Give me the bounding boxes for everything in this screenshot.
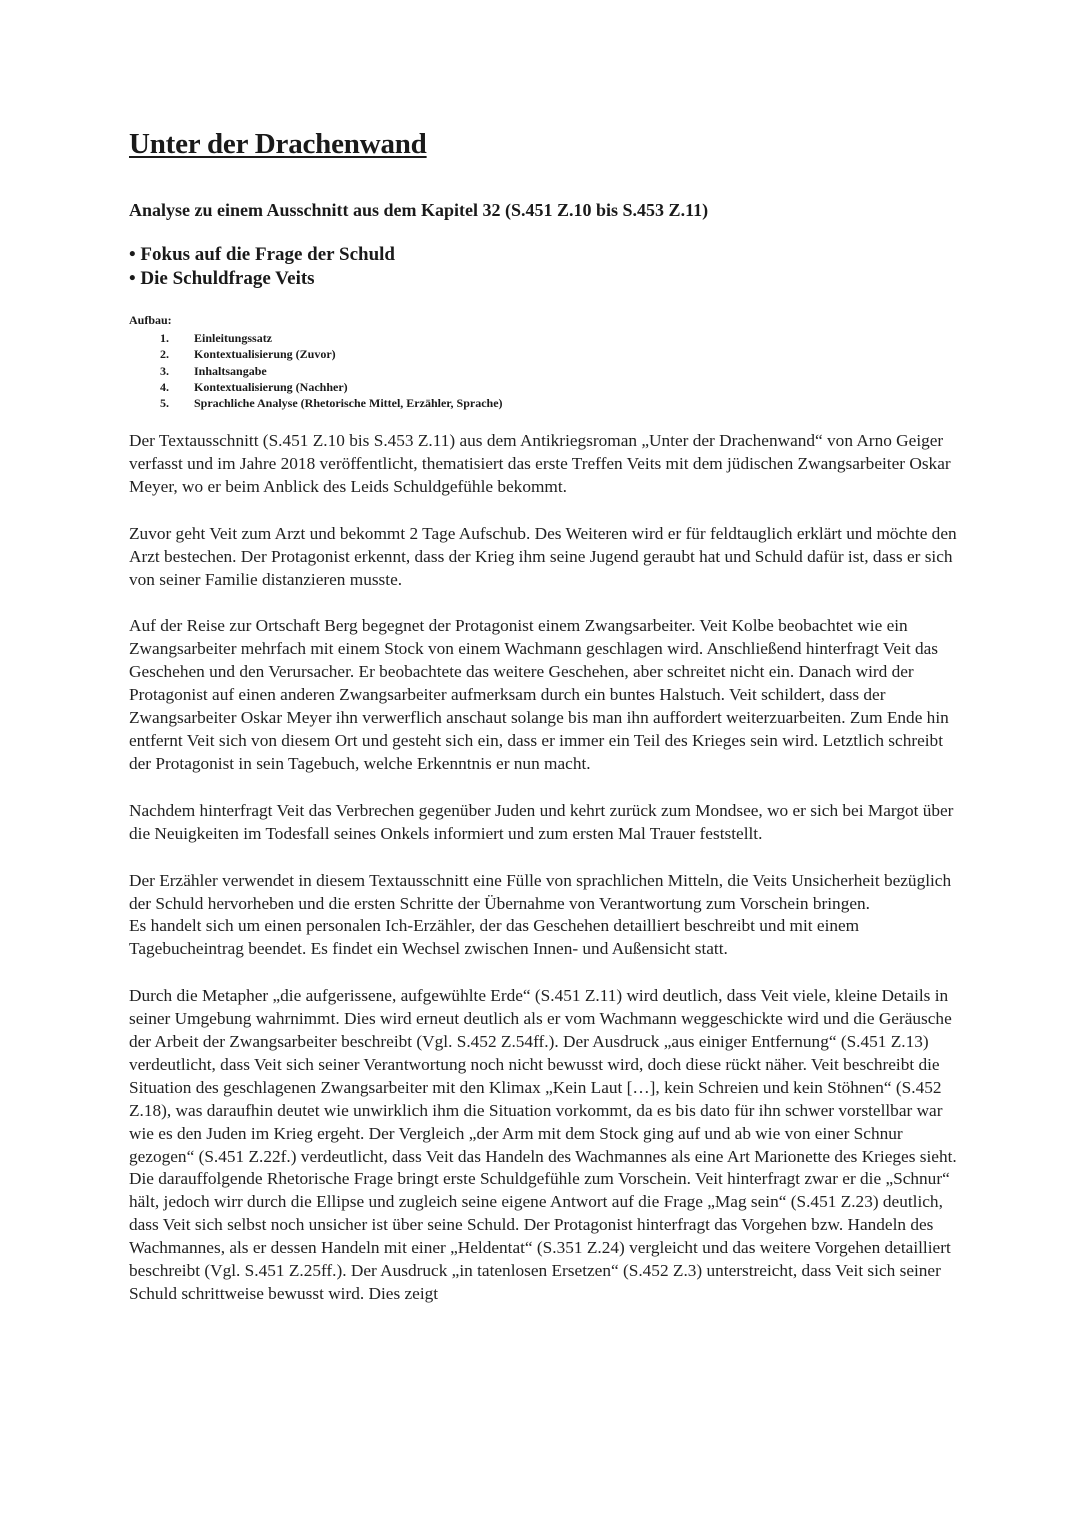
structure-list bbox=[160, 330, 503, 411]
paragraph-analysis-intro: Der Erzähler verwendet in diesem Textausschnitt eine Fülle von sprachlichen Mitteln, die Veits Unsicherheit bezüglich der Schuld hervorheben und die ersten Schritte der Übernahme von Verantwortung zum Vorschein bringen. bbox=[129, 870, 952, 913]
structure-item-text: Kontextualisierung (Zuvor) bbox=[194, 347, 336, 362]
document-subtitle: Analyse zu einem Ausschnitt aus dem Kapitel 32 (S.451 Z.10 bis S.453 Z.11) bbox=[129, 200, 709, 220]
structure-item bbox=[160, 395, 503, 411]
structure-item-number: 5. bbox=[160, 396, 169, 411]
paragraph-introduction: Der Textausschnitt (S.451 Z.10 bis S.453 Z.11) aus dem Antikriegsroman „Unter der Drachenwand“ von Arno Geiger verfasst und im Jahre 2018 veröffentlicht, thematisiert das erste Treffen Veits mit dem jüdischen Zwangsarbeiter Oskar Meyer, wo er beim Anblick des Leids Schuldgefühle bekommt. bbox=[129, 431, 951, 496]
document-body bbox=[129, 430, 959, 1330]
paragraph-language-analysis: Durch die Metapher „die aufgerissene, aufgewühlte Erde“ (S.451 Z.11) wird deutlich, dass Veit viele, kleine Details in seiner Umgebung wahrnimmt. Dies wird erneut deutlich als er vom Wachmann weggeschickte wird und die Geräusche der Arbeit der Zwangsarbeiter beschreibt (Vgl. S.452 Z.54ff.). Der Ausdruck „aus einiger Entfernung“ (S.451 Z.13) verdeutlicht, dass Veit sich seiner Verantwortung noch nicht bewusst wird, doch diese rückt näher. Veit beschreibt die Situation des geschlagenen Zwangsarbeiter mit den Klimax „Kein Laut […], kein Schreien und kein Stöhnen“ (S.452 Z.18), was daraufhin deutet wie unwirklich ihm die Situation vorkommt, da es bis dato für ihn schwer vorstellbar war wie es den Juden im Krieg ergeht. Der Vergleich „der Arm mit dem Stock ging auf und ab wie von einer Schnur gezogen“ (S.451 Z.22f.) verdeutlicht, dass Veit das Handeln des Wachmannes als eine Art Marionette des Krieges sieht. Die darauffolgende Rhetorische Frage bringt erste Schuldgefühle zum Vorschein. Veit hinterfragt zwar er die „Schnur“ hält, jedoch wirr durch die Ellipse und zugleich seine eigene Antwort auf die Frage „Mag sein“ (S.451 Z.23) deutlich, dass Veit sich selbst noch unsicher ist über seine Schuld. Der Protagonist hinterfragt das Vorgehen bzw. Handeln des Wachmannes, als er dessen Handeln mit einer „Heldentat“ (S.351 Z.24) vergleicht und das weitere Vorgehen detailliert beschreibt (Vgl. S.451 Z.25ff.). Der Ausdruck „in tatenlosen Ersetzen“ (S.452 Z.3) unterstreicht, dass Veit sich seiner Schuld schrittweise bewusst wird. Dies zeigt bbox=[129, 986, 957, 1303]
structure-item bbox=[160, 330, 503, 346]
structure-item-text: Sprachliche Analyse (Rhetorische Mittel, Erzähler, Sprache) bbox=[194, 396, 503, 411]
paragraph-context-after: Nachdem hinterfragt Veit das Verbrechen gegenüber Juden und kehrt zurück zum Mondsee, wo er sich bei Margot über die Neuigkeiten im Todesfall seines Onkels informiert und zum ersten Mal Trauer feststellt. bbox=[129, 800, 954, 843]
structure-item bbox=[160, 363, 503, 379]
structure-item-text: Einleitungssatz bbox=[194, 331, 273, 345]
structure-label: Aufbau: bbox=[129, 313, 172, 327]
structure-item-text: Kontextualisierung (Nachher) bbox=[194, 379, 348, 394]
structure-item-number: 2. bbox=[160, 347, 169, 362]
structure-item-number: 3. bbox=[160, 363, 169, 378]
focus-item: • Fokus auf die Frage der Schuld bbox=[129, 244, 395, 265]
document-title: Unter der Drachenwand bbox=[129, 128, 427, 160]
structure-item-number: 1. bbox=[160, 331, 169, 345]
structure-item bbox=[160, 379, 503, 395]
structure-item-number: 4. bbox=[160, 379, 169, 394]
paragraph-context-before: Zuvor geht Veit zum Arzt und bekommt 2 Tage Aufschub. Des Weiteren wird er für feldtauglich erklärt und möchte den Arzt bestechen. Der Protagonist erkennt, dass der Krieg ihm seine Jugend geraubt hat und Schuld dafür ist, dass er sich von seiner Familie distanzieren musste. bbox=[129, 523, 957, 589]
structure-item-text: Inhaltsangabe bbox=[194, 363, 267, 378]
paragraph-summary: Auf der Reise zur Ortschaft Berg begegnet der Protagonist einem Zwangsarbeiter. Veit Kolbe beobachtet wie ein Zwangsarbeiter mehrfach mit einem Stock von einem Wachmann geschlagen wird. Anschließend hinterfragt Veit das Geschehen und den Verursacher. Er beobachtete das weitere Geschehen, aber schreitet nicht ein. Danach wird der Protagonist auf einen anderen Zwangsarbeiter aufmerksam durch ein buntes Halstuch. Veit schildert, dass der Zwangsarbeiter Oskar Meyer ihn verwerflich anschaut solange bis man ihn auffordert weiterzuarbeiten. Zum Ende hin entfernt Veit sich von diesem Ort und gesteht sich ein, dass er immer ein Teil des Krieges sein wird. Letztlich schreibt der Protagonist in sein Tagebuch, welche Erkenntnis er nun macht. bbox=[129, 616, 949, 773]
paragraph-narrator: Es handelt sich um einen personalen Ich-Erzähler, der das Geschehen detailliert beschreibt und mit einem Tagebucheintrag beendet. Es findet ein Wechsel zwischen Innen- und Außensicht statt. bbox=[129, 916, 860, 959]
structure-item bbox=[160, 346, 503, 362]
focus-list bbox=[129, 243, 395, 291]
focus-item: • Die Schuldfrage Veits bbox=[129, 268, 315, 289]
